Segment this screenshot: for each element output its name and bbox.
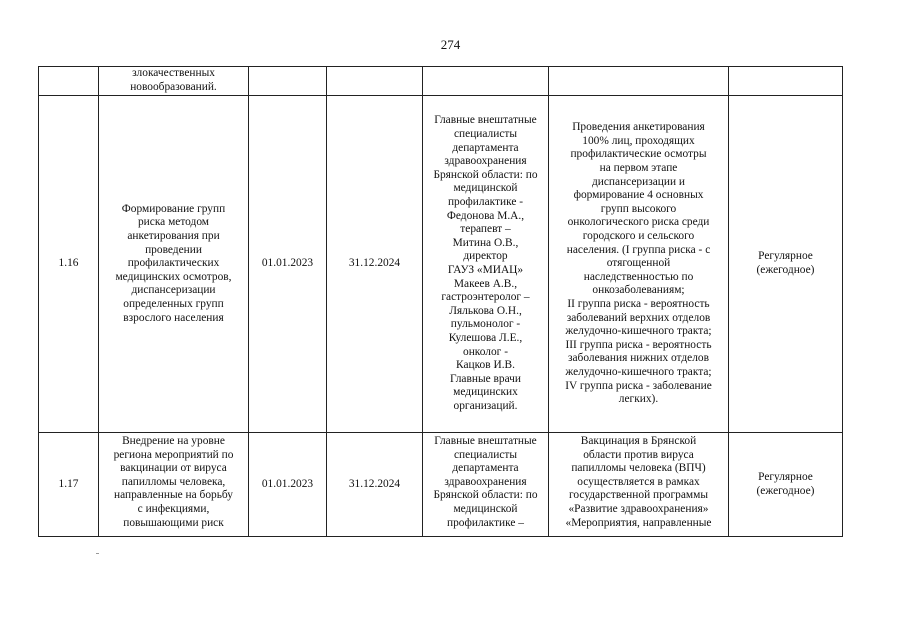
page-number: 274 bbox=[440, 37, 461, 52]
cell-responsible: Главные внештатные специалисты департамента здравоохранения Брянской области: по медицинской профилактике - Федонова М.А., терапевт – Митина О.В., директор ГАУЗ «МИАЦ» Макеев А.В., гастроэнтеролог – Лялькова О.Н., пульмонолог - Кулешова Л.Е., онколог - Кацков И.В. Главные врачи медицинских организаций. bbox=[423, 96, 549, 433]
cell-frequency: Регулярное (ежегодное) bbox=[729, 96, 843, 433]
table-row bbox=[39, 96, 843, 433]
cell-responsible: Главные внештатные специалисты департамента здравоохранения Брянской области: по медицинской профилактике – bbox=[423, 433, 549, 537]
table-row bbox=[39, 433, 843, 537]
cell-end-date: 31.12.2024 bbox=[327, 433, 423, 537]
cell-measure: Формирование групп риска методом анкетирования при проведении профилактических медицинских осмотров, диспансеризации определенных групп взрослого населения bbox=[99, 96, 249, 433]
cell-result: Проведения анкетирования 100% лиц, проходящих профилактические осмотры на первом этапе диспансеризации и формирование 4 основных групп высокого онкологического риска среди городского и сельского населения. (I группа риска - с отягощенной наследственностью по онкозаболеваниям; II группа риска - вероятность заболеваний верхних отделов желудочно-кишечного тракта; III группа риска - вероятность заболевания нижних отделов желудочно-кишечного тракта; IV группа риска - заболевание легких). bbox=[549, 96, 729, 433]
cell-measure: злокачественных новообразований. bbox=[99, 67, 249, 96]
cell-number: 1.16 bbox=[39, 96, 99, 433]
plan-table bbox=[38, 66, 843, 537]
cell-number: 1.17 bbox=[39, 433, 99, 537]
cell-frequency bbox=[729, 67, 843, 96]
cell-result bbox=[549, 67, 729, 96]
cell-responsible bbox=[423, 67, 549, 96]
table-row-continuation bbox=[39, 67, 843, 96]
cell-frequency: Регулярное (ежегодное) bbox=[729, 433, 843, 537]
cell-result: Вакцинация в Брянской области против вируса папилломы человека (ВПЧ) осуществляется в рамках государственной программы «Развитие здравоохранения» «Мероприятия, направленные bbox=[549, 433, 729, 537]
scan-mark bbox=[96, 553, 99, 554]
cell-end-date: 31.12.2024 bbox=[327, 96, 423, 433]
cell-measure: Внедрение на уровне региона мероприятий по вакцинации от вируса папилломы человека, направленные на борьбу с инфекциями, повышающими риск bbox=[99, 433, 249, 537]
cell-start-date bbox=[249, 67, 327, 96]
cell-start-date: 01.01.2023 bbox=[249, 96, 327, 433]
cell-end-date bbox=[327, 67, 423, 96]
cell-number bbox=[39, 67, 99, 96]
cell-start-date: 01.01.2023 bbox=[249, 433, 327, 537]
